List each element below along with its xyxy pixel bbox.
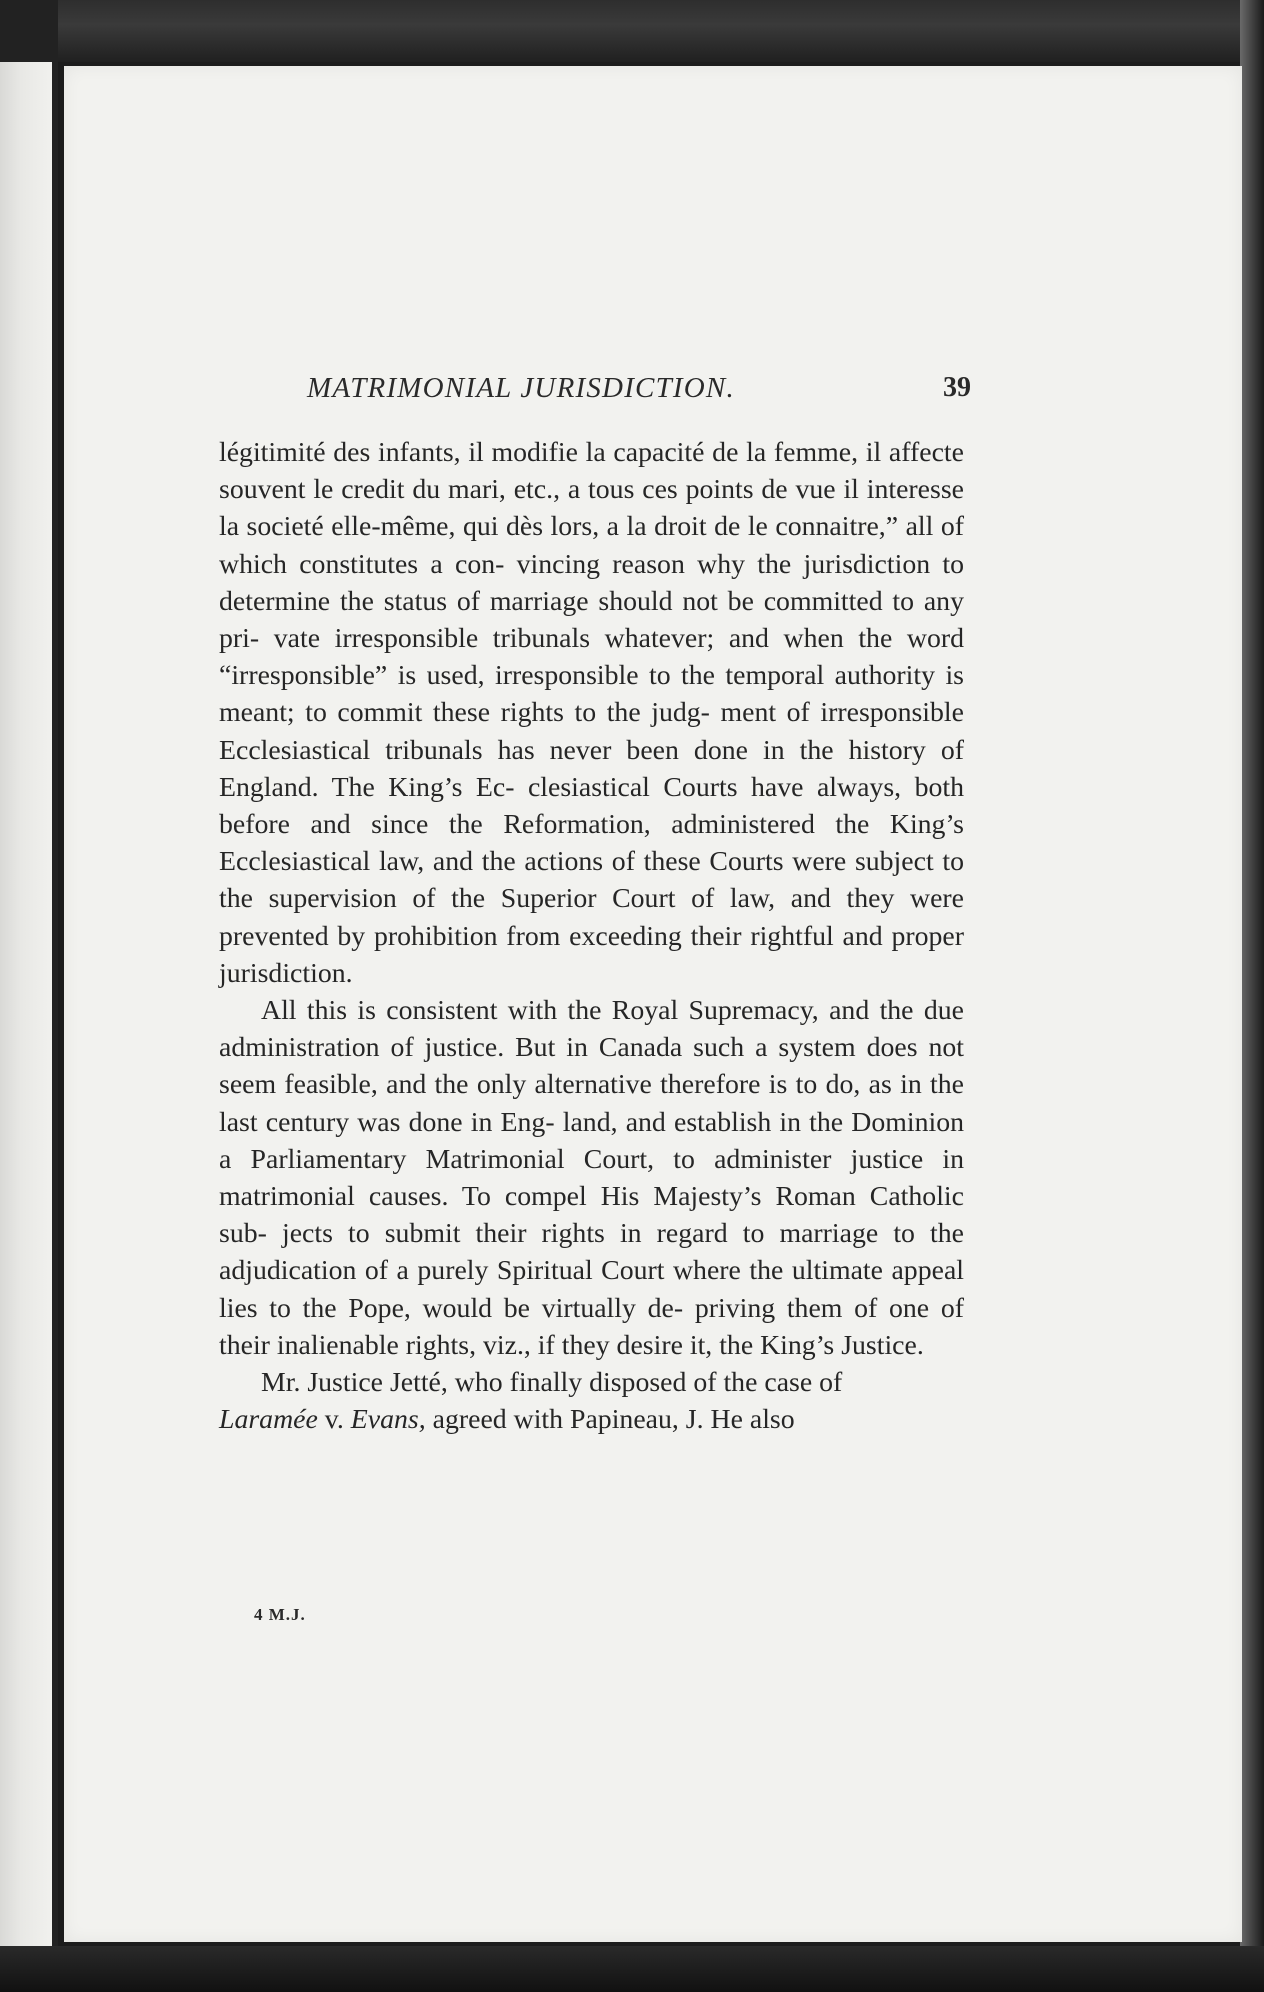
text-line: therefore is to do, as in the last century was done in Eng- — [219, 1069, 964, 1138]
text-line: priving them of one of their inalienable rights, viz., if — [219, 1292, 964, 1361]
text-line: ultimate appeal lies to the Pope, would be virtually de- — [219, 1255, 964, 1324]
page-number: 39 — [943, 372, 971, 403]
case-party-1: Laramée — [219, 1404, 318, 1436]
text-line: status of marriage should not be committed to any pri- — [219, 585, 964, 655]
text-line: been done in the history of England. The King’s Ec- — [219, 734, 964, 803]
text-line: ment of irresponsible Ecclesiastical tribunals has never — [219, 697, 964, 766]
text-line: “irresponsible” is used, irresponsible to the temporal — [219, 660, 825, 692]
text-line: the due administration of justice. But in Canada such a — [219, 995, 964, 1064]
text-line: causes. To compel His Majesty’s Roman Catholic sub- — [219, 1181, 964, 1250]
text-line: Reformation, administered the King’s Ecclesiastical law, — [219, 809, 964, 878]
paragraph-lines — [261, 1367, 842, 1398]
text-line: they desire it, the King’s Justice. — [561, 1329, 924, 1361]
body-text — [219, 434, 964, 1438]
scan-right-border — [1240, 0, 1264, 1992]
text-line: il affecte souvent le credit du mari, etc., a tous ces points — [219, 437, 964, 506]
case-versus: v. — [324, 1404, 344, 1436]
paragraph-continued — [219, 434, 964, 992]
scan-top-border — [0, 0, 1264, 62]
binding-edge — [0, 62, 52, 1946]
text-line: supervision of the Superior Court of law, and they were — [268, 883, 964, 915]
running-title: MATRIMONIAL JURISDICTION. — [307, 372, 735, 404]
scan-bottom-border — [0, 1946, 1264, 1992]
text-line: jects to submit their rights in regard to marriage to the — [281, 1218, 964, 1250]
text-line: la droit de le connaitre,” all of which constitutes a con- — [219, 511, 965, 580]
text-line: clesiastical Courts have always, both before and since the — [219, 771, 964, 841]
text-line: de vue il interesse la societé elle-même, qui dès lors, a — [219, 474, 964, 543]
text-line: vincing reason why the jurisdiction to determine the — [219, 548, 965, 617]
text-line: system does not seem feasible, and the only alternative — [219, 1032, 965, 1101]
text-line: and proper jurisdiction. — [219, 920, 964, 989]
paragraph-royal-supremacy — [219, 992, 964, 1364]
case-line-rest: agreed with Papineau, J. He also — [432, 1404, 795, 1436]
signature-mark: 4 M.J. — [254, 1605, 306, 1624]
text-line: authority is meant; to commit these rights to the judg- — [219, 660, 964, 729]
case-party-2: Evans, — [350, 1404, 426, 1436]
text-line: Matrimonial Court, to administer justice in matrimonial — [219, 1143, 965, 1213]
paragraph-justice-jette — [219, 1364, 964, 1438]
text-line: and the actions of these Courts were subject to the — [219, 846, 964, 915]
text-line: légitimité des infants, il modifie la capacité de la femme, — [219, 437, 859, 468]
text-line: Mr. Justice Jetté, who finally disposed of the case of — [261, 1367, 843, 1399]
text-line: vate irresponsible tribunals whatever; and when the word — [273, 623, 964, 655]
text-line: prevented by prohibition from exceeding their rightful — [219, 920, 834, 952]
text-line: All this is consistent with the Royal Supremacy, and — [261, 995, 870, 1027]
text-line: adjudication of a purely Spiritual Court where the — [219, 1255, 784, 1287]
running-head — [307, 372, 971, 412]
text-line: land, and establish in the Dominion a Parliamentary — [219, 1106, 965, 1175]
